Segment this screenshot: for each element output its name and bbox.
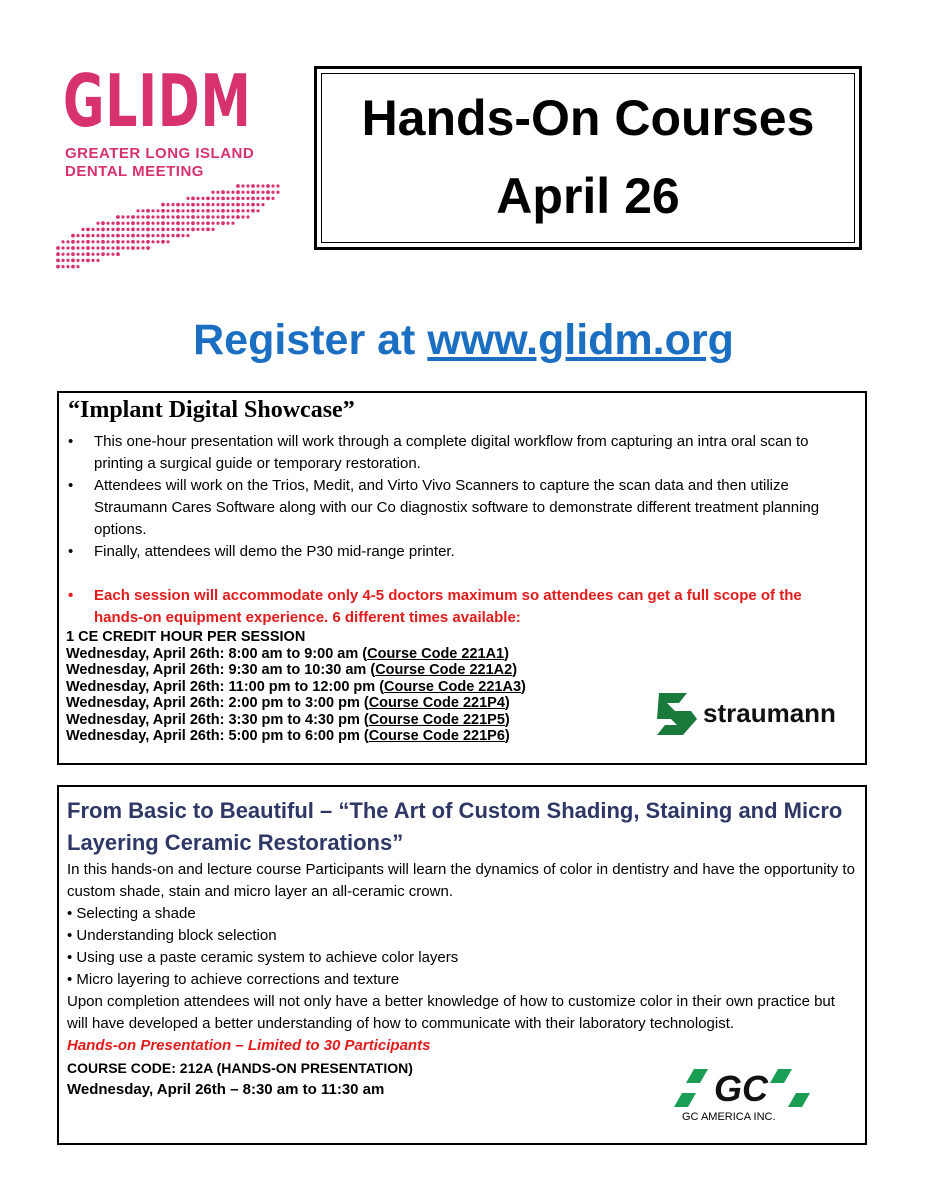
list-item: • This one-hour presentation will work through a complete digital workflow from capturing an intra oral scan to printing a surgical guide or temporary restoration. [68,433,809,472]
session-row: Wednesday, April 26th: 3:30 pm to 4:30 pm (Course Code 221P5) [66,711,510,728]
session-list [66,629,526,745]
course-code: COURSE CODE: 212A (HANDS-ON PRESENTATION) [67,1060,413,1076]
register-prefix: Register at [193,316,428,364]
list-item: • Finally, attendees will demo the P30 mid-range printer. [68,543,455,560]
course-code-link[interactable]: Course Code 221P6 [368,728,505,744]
list-item: • Micro layering to achieve corrections and texture [67,971,400,988]
participant-limit: Hands-on Presentation – Limited to 30 Participants [67,1037,431,1054]
section2-intro: In this hands-on and lecture course Participants will learn the dynamics of color in dentistry and have the opportunity to custom shade, stain and micro layer an all-ceramic crown. [67,861,855,900]
list-item: • Using use a paste ceramic system to achieve color layers [67,949,459,966]
session-row: Wednesday, April 26th: 5:00 pm to 6:00 pm (Course Code 221P6) [66,728,510,744]
list-item: • Understanding block selection [67,927,277,944]
page-title: Hands-On Courses [361,90,815,146]
logo-line2: DENTAL MEETING [65,163,204,180]
course-code-link[interactable]: Course Code 221A2 [375,662,513,678]
implant-showcase-section [57,391,867,765]
list-item: • Selecting a shade [67,905,196,922]
gc-america-logo [674,1067,824,1127]
course-code-link[interactable]: Course Code 221P5 [368,711,505,728]
straumann-s-icon [657,693,697,735]
section1-bullet-list [59,431,849,629]
course-code-link[interactable]: Course Code 221A1 [367,645,505,662]
logo-wordmark: GLIDM [63,59,252,143]
custom-shading-section [57,785,867,1145]
session-row: Wednesday, April 26th: 11:00 pm to 12:00 pm (Course Code 221A3) [66,678,526,695]
svg-text:straumann: straumann [703,698,836,728]
list-item: • Attendees will work on the Trios, Medit, and Virto Vivo Scanners to capture the scan data and then utilize Straumann Cares Software along with our Co diagnostix software to demonstrate different treatment planning options. [68,477,820,538]
logo-line1: GREATER LONG ISLAND [65,145,255,162]
title-box [314,66,862,250]
register-link[interactable]: www.glidm.org [427,316,734,364]
session-row: Wednesday, April 26th: 9:30 am to 10:30 am (Course Code 221A2) [66,662,518,678]
straumann-logo [657,689,852,739]
session-row: Wednesday, April 26th: 2:00 pm to 3:00 pm (Course Code 221P4) [66,695,510,711]
section1-title: “Implant Digital Showcase” [68,397,355,423]
session-row: Wednesday, April 26th: 8:00 am to 9:00 am (Course Code 221A1) [66,645,509,662]
gc-logo-icon [674,1067,824,1109]
course-date: Wednesday, April 26th – 8:30 am to 11:30 am [67,1081,385,1098]
course-code-link[interactable]: Course Code 221P4 [368,695,505,711]
section2-closing: Upon completion attendees will not only have a better knowledge of how to customize color in their own practice but will have developed a better understanding of how to communicate with their laboratory technologist. [67,993,835,1032]
glidm-logo [55,59,285,275]
page-subtitle-date: April 26 [496,168,680,224]
ce-credit: 1 CE CREDIT HOUR PER SESSION [66,629,306,645]
course-code-link[interactable]: Course Code 221A3 [384,678,522,695]
list-item-alert: • Each session will accommodate only 4-5 doctors maximum so attendees can get a full scope of the hands-on equipment experience. 6 different times available: [68,587,802,626]
section2-body [67,859,857,1101]
section2-title: From Basic to Beautiful – “The Art of Custom Shading, Staining and Micro Layering Ceramic Restorations” [67,798,843,855]
gc-america-name: GC AMERICA INC. [682,1111,776,1123]
register-line [0,316,927,365]
long-island-dot-map-icon [55,183,280,273]
svg-text:GC: GC [714,1068,768,1109]
